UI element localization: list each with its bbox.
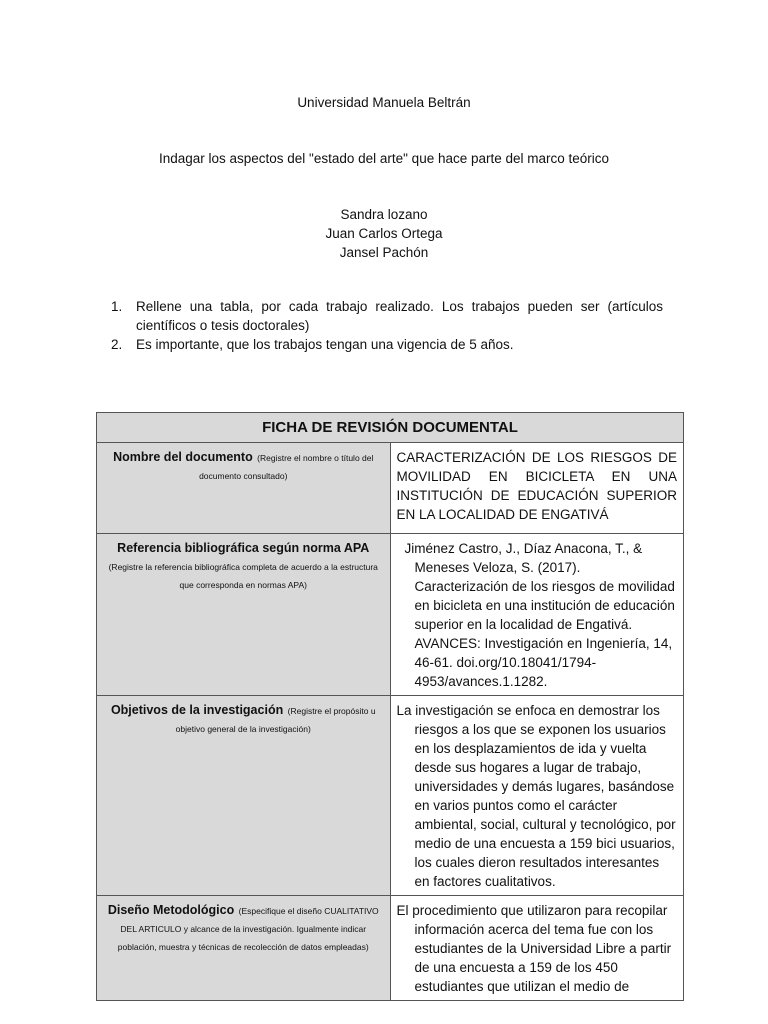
instruction-item bbox=[108, 297, 663, 335]
author-2: Juan Carlos Ortega bbox=[325, 226, 443, 241]
instruction-number: 1. bbox=[111, 299, 123, 314]
university-name: Universidad Manuela Beltrán bbox=[297, 95, 471, 110]
row-label: Diseño Metodológico bbox=[107, 903, 235, 917]
author-3: Jansel Pachón bbox=[339, 245, 429, 260]
document-review-card bbox=[96, 412, 684, 1001]
row-value: La investigación se enfoca en demostrar los riesgos a los que se exponen los usuarios en los desplazamientos de ida y vuelta desde sus hogares a lugar de trabajo, universidades y demás lugares, basándose en varios puntos como el carácter ambiental, social, cultural y tecnológico, por medio de una encuesta a 159 bici usuarios, los cuales dieron resultados interesantes en factores cualitativos. bbox=[396, 703, 676, 889]
table-row bbox=[97, 443, 684, 534]
table-row bbox=[97, 696, 684, 896]
row-label: Nombre del documento bbox=[113, 450, 253, 464]
row-note: (Especifique el diseño CUALITATIVO DEL ARTICULO y alcance de la investigación. Igualmente indicar población, muestra y técnicas de recolección de datos empleadas) bbox=[117, 906, 379, 952]
table-row bbox=[97, 534, 684, 696]
row-label-cell bbox=[97, 696, 391, 896]
row-note: (Registre el propósito u objetivo general de la investigación) bbox=[175, 706, 376, 734]
assignment-title: Indagar los aspectos del "estado del arte" que hace parte del marco teórico bbox=[158, 151, 610, 166]
row-note: (Registre la referencia bibliográfica completa de acuerdo a la estructura que corresponda en normas APA) bbox=[108, 562, 378, 590]
row-label-cell bbox=[97, 443, 391, 534]
row-value-cell bbox=[390, 696, 684, 896]
instruction-number: 2. bbox=[111, 337, 123, 352]
row-label: Objetivos de la investigación bbox=[110, 703, 284, 717]
row-value: CARACTERIZACIÓN DE LOS RIESGOS DE MOVILIDAD EN BICICLETA EN UNA INSTITUCIÓN DE EDUCACIÓN SUPERIOR EN LA LOCALIDAD DE ENGATIVÁ bbox=[390, 443, 684, 534]
row-value-cell bbox=[390, 534, 684, 696]
table-row bbox=[97, 896, 684, 1001]
instruction-text: Rellene una tabla, por cada trabajo realizado. Los trabajos pueden ser (artículos científicos o tesis doctorales) bbox=[136, 299, 663, 333]
row-label-cell bbox=[97, 896, 391, 1001]
instruction-text: Es importante, que los trabajos tengan una vigencia de 5 años. bbox=[136, 337, 514, 352]
instructions-list bbox=[108, 297, 663, 354]
row-value: Jiménez Castro, J., Díaz Anacona, T., & Meneses Veloza, S. (2017). Caracterización de los riesgos de movilidad en bicicleta en una institución de educación superior en la localidad de Engativá. AVANCES: Investigación en Ingeniería, 14, 46-61. doi.org/10.18041/1794-4953/avances.1.1282. bbox=[404, 541, 675, 689]
row-label: Referencia bibliográfica según norma APA bbox=[117, 541, 370, 555]
row-note: (Registre el nombre o título del documento consultado) bbox=[199, 453, 374, 481]
author-1: Sandra lozano bbox=[340, 207, 428, 222]
instruction-item bbox=[108, 335, 663, 354]
row-value: El procedimiento que utilizaron para recopilar información acerca del tema fue con los estudiantes de la Universidad Libre a partir de una encuesta a 159 de los 450 estudiantes que utilizan el medio de bbox=[396, 903, 672, 994]
row-label-cell bbox=[97, 534, 391, 696]
card-title: FICHA DE REVISIÓN DOCUMENTAL bbox=[97, 413, 684, 443]
row-value-cell bbox=[390, 896, 684, 1001]
